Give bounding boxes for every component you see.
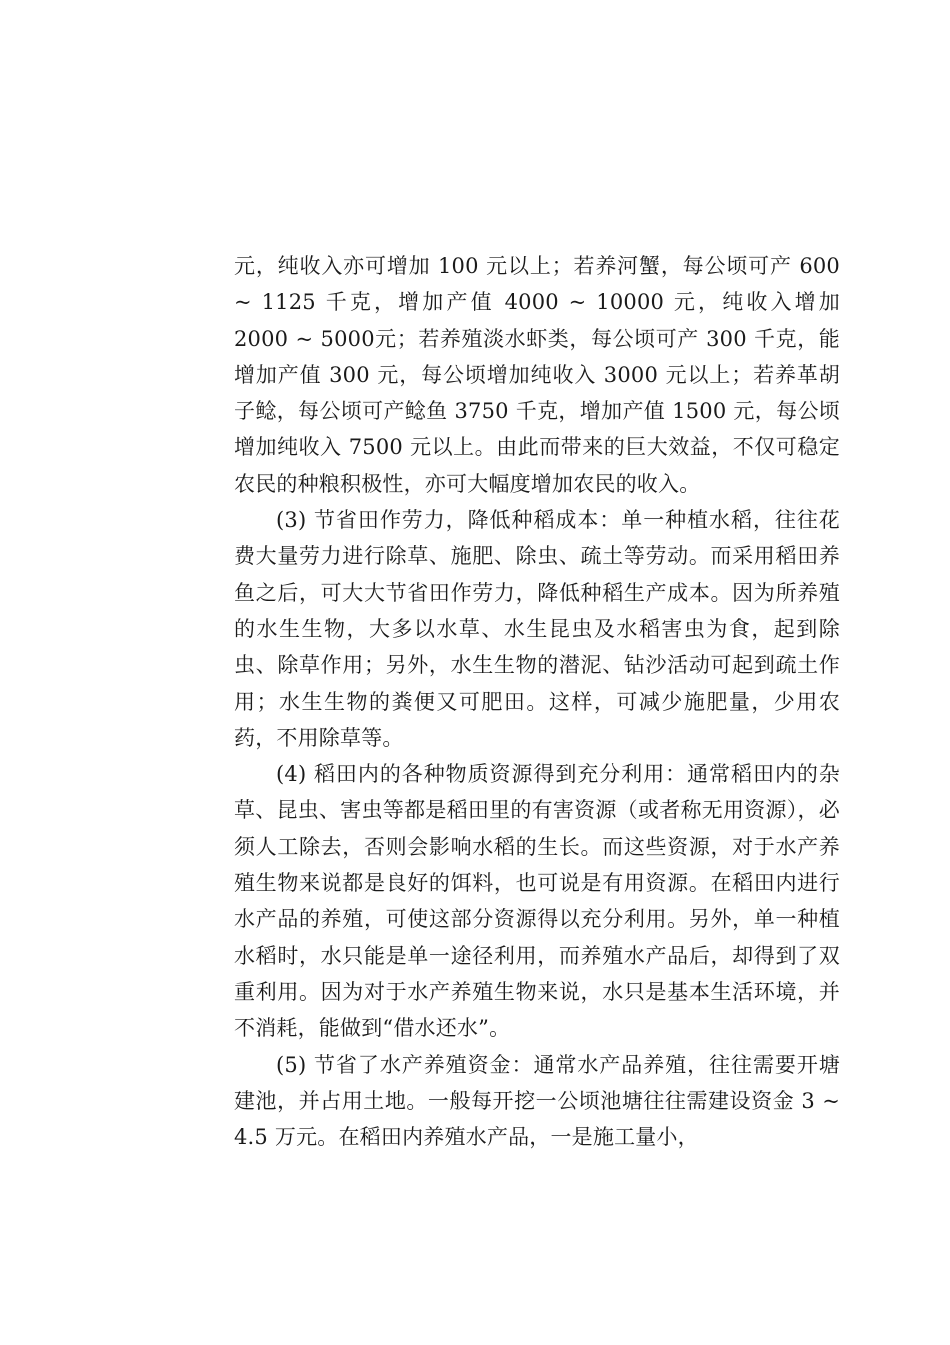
- paragraph-point-5: (5) 节省了水产养殖资金：通常水产品养殖，往往需要开塘建池，并占用土地。一般每开挖一公顷池塘往往需建设资金 3 ~ 4.5 万元。在稻田内养殖水产品，一是施工量小，: [234, 1052, 840, 1150]
- paragraph-continuation: 元，纯收入亦可增加 100 元以上；若养河蟹，每公顷可产 600 ~ 1125 千克，增加产值 4000 ~ 10000 元，纯收入增加 2000 ~ 5000元；若养殖淡水虾类，每公顷可产 300 千克，能增加产值 300 元，每公顷增加纯收入 3000 元以上；若养革胡子鲶，每公顷可产鲶鱼 3750 千克，增加产值 1500 元，每公顷增加纯收入 7500 元以上。由此而带来的巨大效益，不仅可稳定农民的种粮积极性，亦可大幅度增加农民的收入。: [234, 254, 840, 496]
- paragraph-point-4: (4) 稻田内的各种物质资源得到充分利用：通常稻田内的杂草、昆虫、害虫等都是稻田里的有害资源（或者称无用资源），必须人工除去，否则会影响水稻的生长。而这些资源，对于水产养殖生物来说都是良好的饵料，也可说是有用资源。在稻田内进行水产品的养殖，可使这部分资源得以充分利用。另外，单一种植水稻时，水只能是单一途径利用，而养殖水产品后，却得到了双重利用。因为对于水产养殖生物来说，水只是基本生活环境，并不消耗，能做到“借水还水”。: [234, 762, 840, 1041]
- body-text: [234, 248, 840, 1155]
- paragraph-point-3: (3) 节省田作劳力，降低种稻成本：单一种植水稻，往往花费大量劳力进行除草、施肥、除虫、疏土等劳动。而采用稻田养鱼之后，可大大节省田作劳力，降低种稻生产成本。因为所养殖的水生生物，大多以水草、水生昆虫及水稻害虫为食，起到除虫、除草作用；另外，水生生物的潜泥、钻沙活动可起到疏土作用；水生生物的粪便又可肥田。这样，可减少施肥量，少用农药，不用除草等。: [234, 508, 840, 750]
